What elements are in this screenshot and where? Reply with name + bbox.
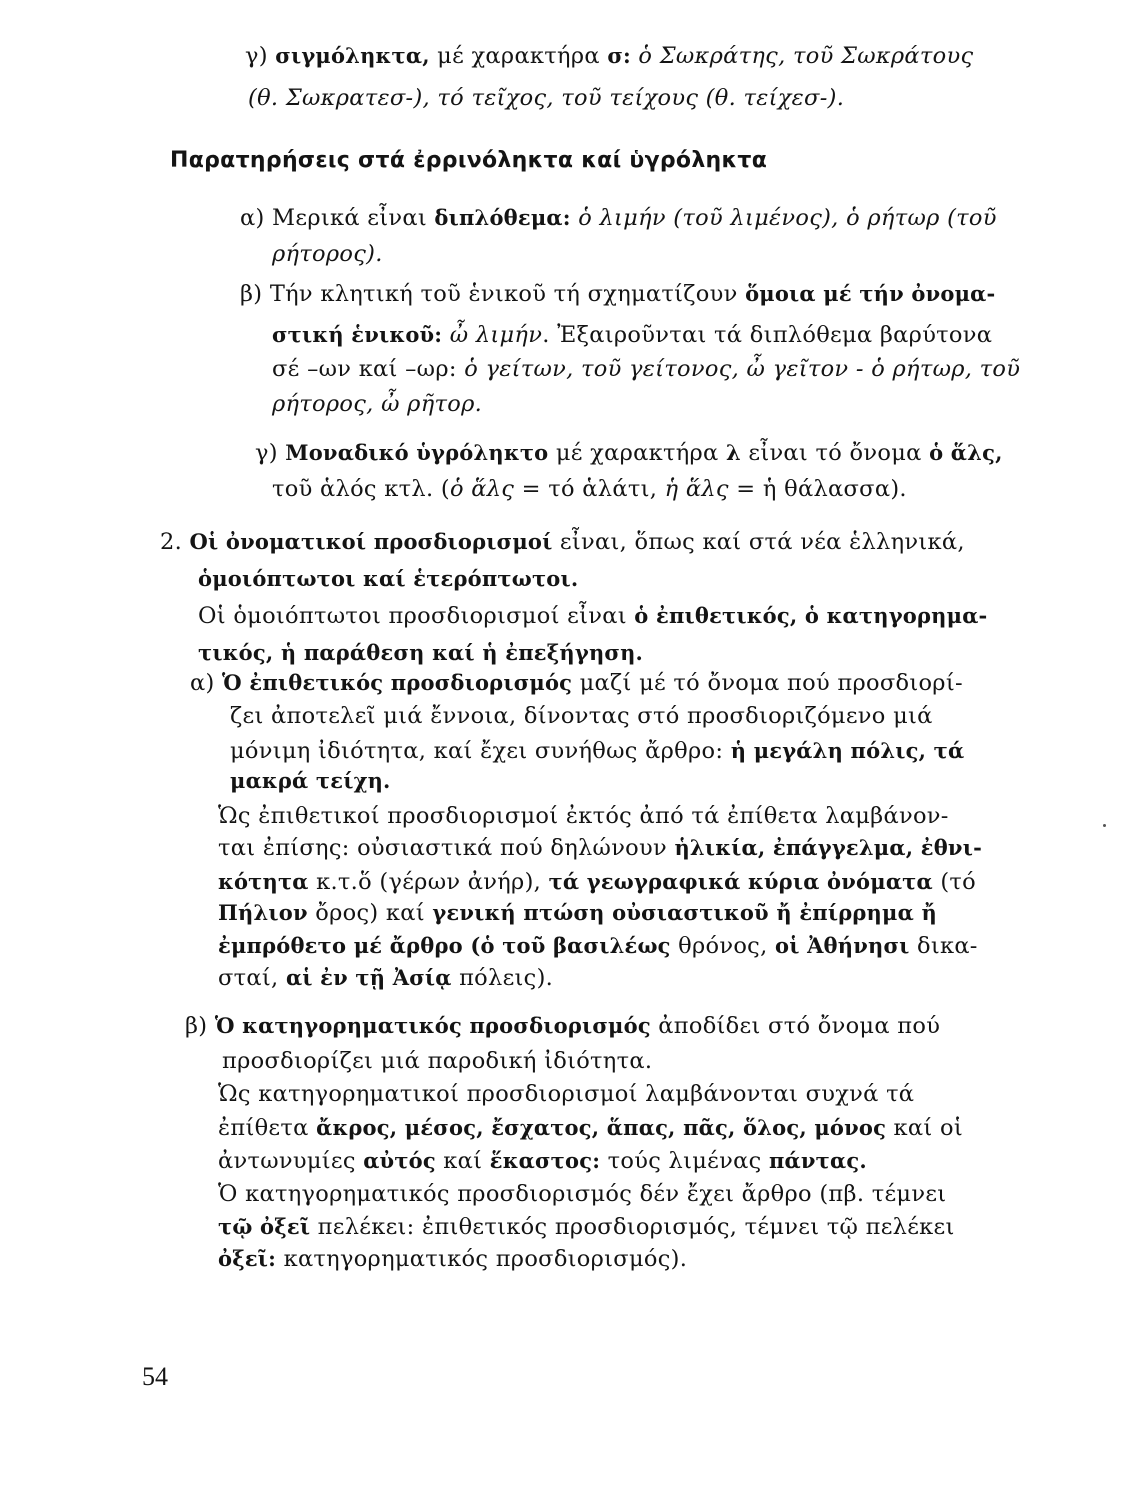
text-line: κότητα κ.τ.ὅ (γέρων ἀνήρ), τά γεωγραφικά κύρια ὀνόματα (τό [218,869,976,895]
text-line: β) Ὁ κατηγορηματικός προσδιορισμός ἀποδίδει στό ὄνομα πού [185,1013,941,1039]
text-line: ρήτορος, ὦ ρῆτορ. [272,391,483,417]
text-line: Ὡς ἐπιθετικοί προσδιορισμοί ἐκτός ἀπό τά ἐπίθετα λαμβάνον- [218,803,949,829]
text-line: Ὡς κατηγορηματικοί προσδιορισμοί λαμβάνονται συχνά τά [218,1081,915,1107]
text-line: μόνιμη ἰδιότητα, καί ἔχει συνήθως ἄρθρο: ἡ μεγάλη πόλις, τά [230,738,965,764]
text-line: Ὁ κατηγορηματικός προσδιορισμός δέν ἔχει ἄρθρο (πβ. τέμνει [218,1181,947,1207]
text-line: τοῦ ἁλός κτλ. (ὁ ἅλς = τό ἁλάτι, ἡ ἅλς = ἡ θάλασσα). [272,476,907,502]
text-line: ἀντωνυμίες αὐτός καί ἕκαστος: τούς λιμένας πάντας. [218,1148,867,1174]
text-line: τικός, ἡ παράθεση καί ἡ ἐπεξήγηση. [198,640,644,665]
text-line: σταί, αἱ ἐν τῇ Ἀσίᾳ πόλεις). [218,965,554,991]
text-line: ὁμοιόπτωτοι καί ἑτερόπτωτοι. [198,566,579,591]
text-line: γ) σιγμόληκτα, μέ χαρακτήρα σ: ὁ Σωκράτης, τοῦ Σωκράτους [245,43,974,69]
text-line: ρήτορος). [272,241,383,267]
text-line: Πήλιον ὄρος) καί γενική πτώση οὐσιαστικοῦ ἤ ἐπίρρημα ἤ [218,900,937,926]
text-line: ἐπίθετα ἄκρος, μέσος, ἔσχατος, ἅπας, πᾶς, ὅλος, μόνος καί οἱ [218,1115,963,1141]
text-line: α) Ὁ ἐπιθετικός προσδιορισμός μαζί μέ τό ὄνομα πού προσδιορί- [190,670,963,696]
text-line: ζει ἀποτελεῖ μιά ἔννοια, δίνοντας στό προσδιοριζόμενο μιά [230,703,933,729]
scan-speck [1103,824,1106,827]
text-line: ἐμπρόθετο μέ ἄρθρο (ὁ τοῦ βασιλέως θρόνος, οἱ Ἀθήνησι δικα- [218,933,978,959]
text-line: τῷ ὀξεῖ πελέκει: ἐπιθετικός προσδιορισμός, τέμνει τῷ πελέκει [218,1214,955,1240]
text-line: α) Μερικά εἶναι διπλόθεμα: ὁ λιμήν (τοῦ λιμένος), ὁ ρήτωρ (τοῦ [240,205,997,231]
section-heading: Παρατηρήσεις στά ἐρρινόληκτα καί ὑγρόληκτα [170,148,768,173]
page-number: 54 [142,1362,168,1391]
text-line: ται ἐπίσης: οὐσιαστικά πού δηλώνουν ἡλικία, ἐπάγγελμα, ἐθνι- [218,835,982,861]
text-line: (θ. Σωκρατεσ-), τό τεῖχος, τοῦ τείχους (θ. τείχεσ-). [248,85,845,111]
text-line: σέ –ων καί –ωρ: ὁ γείτων, τοῦ γείτονος, ὦ γεῖτον - ὁ ρήτωρ, τοῦ [272,356,1021,382]
text-line: ὀξεῖ: κατηγορηματικός προσδιορισμός). [218,1246,688,1272]
text-line: β) Τήν κλητική τοῦ ἑνικοῦ τή σχηματίζουν ὅμοια μέ τήν ὀνομα- [240,281,996,307]
text-line: 2. Οἱ ὀνοματικοί προσδιορισμοί εἶναι, ὅπως καί στά νέα ἑλληνικά, [160,529,965,555]
text-line: γ) Μοναδικό ὑγρόληκτο μέ χαρακτήρα λ εἶναι τό ὄνομα ὁ ἅλς, [255,440,1003,466]
text-line: στική ἑνικοῦ: ὦ λιμήν. Ἐξαιροῦνται τά διπλόθεμα βαρύτονα [272,322,993,348]
text-line: προσδιορίζει μιά παροδική ἰδιότητα. [222,1048,653,1074]
text-line: μακρά τείχη. [230,768,391,793]
text-line: Οἱ ὁμοιόπτωτοι προσδιορισμοί εἶναι ὁ ἐπιθετικός, ὁ κατηγορημα- [198,603,988,629]
